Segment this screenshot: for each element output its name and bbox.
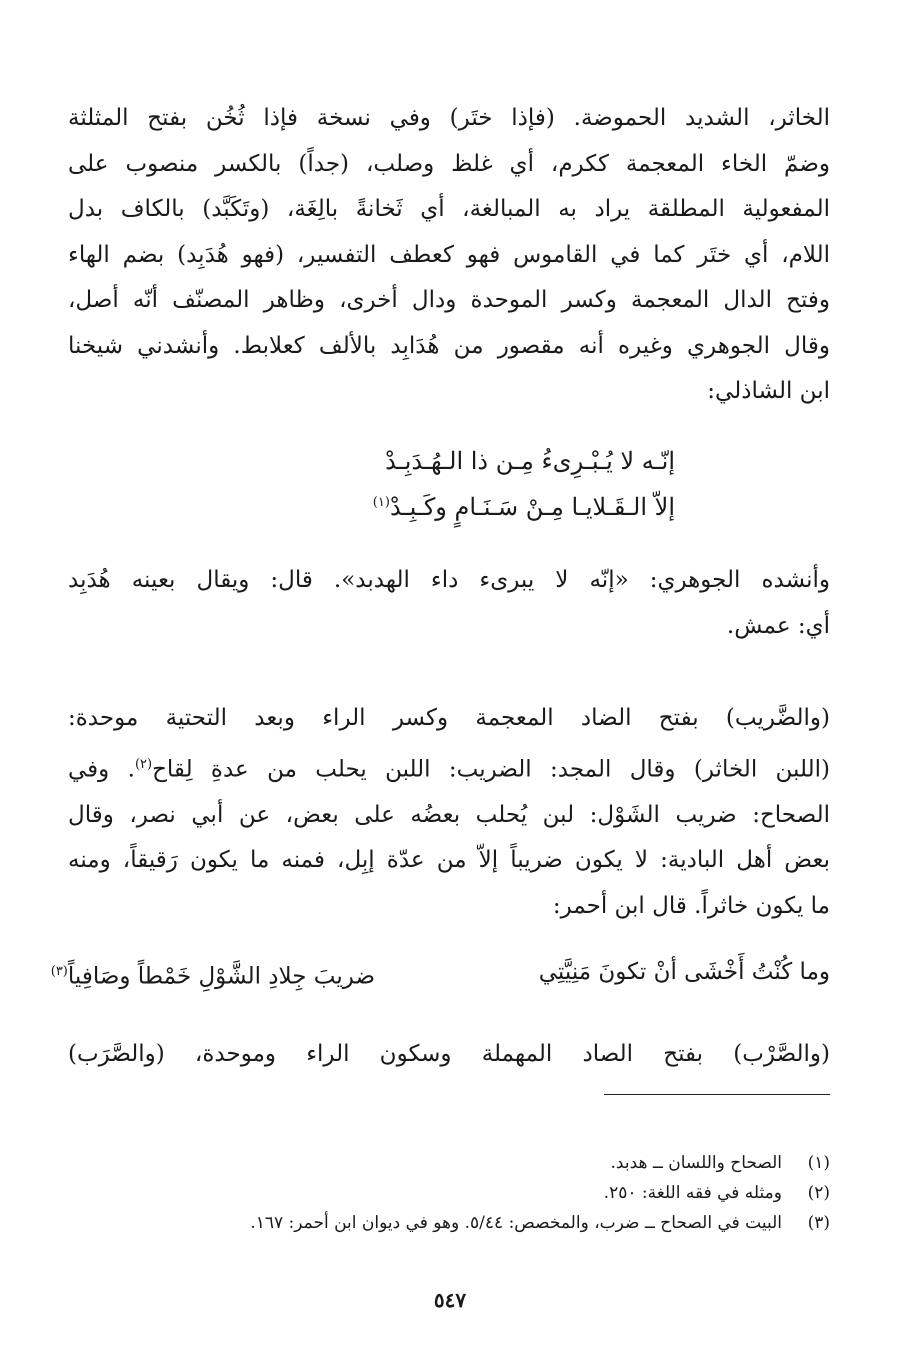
paragraph-line: ابن الشاذلي: <box>707 378 830 404</box>
verse-line <box>215 482 675 528</box>
footnote-text: البيت في الصحاح ــ ضرب، والمخصص: ٥/٤٤. وهو في ديوان ابن أحمر: ١٦٧. <box>250 1213 782 1233</box>
verse-line: إنّـه لا يُـبْـرِىءُ مِـن ذا الـهُـدَبِـدْ <box>385 447 675 475</box>
footnote <box>68 1208 830 1238</box>
footnote-number: (١) <box>807 1153 830 1173</box>
paragraph-1 <box>68 96 830 415</box>
paragraph-line: وأنشده الجوهري: «إنّه لا يبرىء داء الهدبد». قال: ويقال بعينه هُدَبِد <box>68 567 830 593</box>
verse-first-half: وما كُنْتُ أَخْشَى أنْ تكونَ مَنِيَّتِي <box>538 959 830 985</box>
footnote-ref: (١) <box>372 495 390 510</box>
paragraph-3 <box>68 696 830 929</box>
paragraph-line <box>68 742 830 793</box>
footnote-number: (٣) <box>807 1213 830 1233</box>
footnote <box>68 1148 830 1178</box>
paragraph-text: (اللبن الخاثر) وقال المجد: الضريب: اللبن يحلب من عدةِ لِقاح <box>152 756 830 783</box>
footnote-text: الصحاح واللسان ــ هدبد. <box>610 1153 782 1173</box>
paragraph-line: الخاثر، الشديد الحموضة. (فإذا ختَر) وفي نسخة فإذا ثُخُن بفتح المثلثة <box>68 105 830 131</box>
paragraph-line: (والصَّرْب) بفتح الصاد المهملة وسكون الراء وموحدة، (والصَّرَب) <box>68 1041 830 1067</box>
paragraph-line: أي: عمش. <box>726 612 830 639</box>
verse-second-half <box>51 952 375 997</box>
paragraph-line: بعض أهل البادية: لا يكون ضريباً إلاّ من عدّة إبِل، فمنه ما يكون رَقيقاً، ومنه <box>68 847 830 874</box>
paragraph-text: . وفي <box>68 756 135 783</box>
paragraph-line: وقال الجوهري وغيره أنه مقصور من هُدَابِد بالألف كعلابط. وأنشدني شيخنا <box>68 332 830 359</box>
footnote <box>68 1178 830 1208</box>
verse-text: ضريبَ جِلادِ الشَّوْلِ خَمْطاً وصَافِياً <box>67 963 375 990</box>
paragraph-line: اللام، أي ختَر كما في القاموس فهو كعطف التفسير، (فهو هُدَبِد) بضم الهاء <box>68 241 830 268</box>
footnotes <box>68 1148 830 1238</box>
paragraph-line: وضمّ الخاء المعجمة ككرم، أي غلظ وصلب، (جداً) بالكسر منصوب على <box>68 150 830 177</box>
paragraph-2 <box>68 558 830 649</box>
footnote-number: (٢) <box>807 1183 830 1203</box>
paragraph-line: (والضَّريب) بفتح الضاد المعجمة وكسر الراء وبعد التحتية موحدة: <box>68 705 830 731</box>
paragraph-4 <box>68 1032 830 1078</box>
verse-1 <box>215 440 675 528</box>
paragraph-line: وفتح الدال المعجمة وكسر الموحدة ودال أخرى، وظاهر المصنّف أنّه أصل، <box>68 287 830 313</box>
verse-text: إلاّ الـقَـلايـا مِـنْ سَـنَـامٍ وكَـبِـدْ <box>389 493 675 521</box>
paragraph-line: ما يكون خاثراً. قال ابن أحمر: <box>552 892 830 919</box>
paragraph-line: الصحاح: ضريب الشَوْل: لبن يُحلب بعضُه على بعض، عن أبي نصر، وقال <box>68 801 830 828</box>
footnote-separator <box>604 1094 830 1095</box>
page-number: ٥٤٧ <box>433 1288 467 1312</box>
footnote-text: ومثله في فقه اللغة: ٢٥٠. <box>603 1183 782 1203</box>
footnote-ref: (٢) <box>134 756 153 772</box>
paragraph-line: المفعولية المطلقة يراد به المبالغة، أي ثَخانةً بالِغَة، (وتَكَبَّد) بالكاف بدل <box>68 196 830 222</box>
footnote-ref: (٣) <box>50 964 68 979</box>
